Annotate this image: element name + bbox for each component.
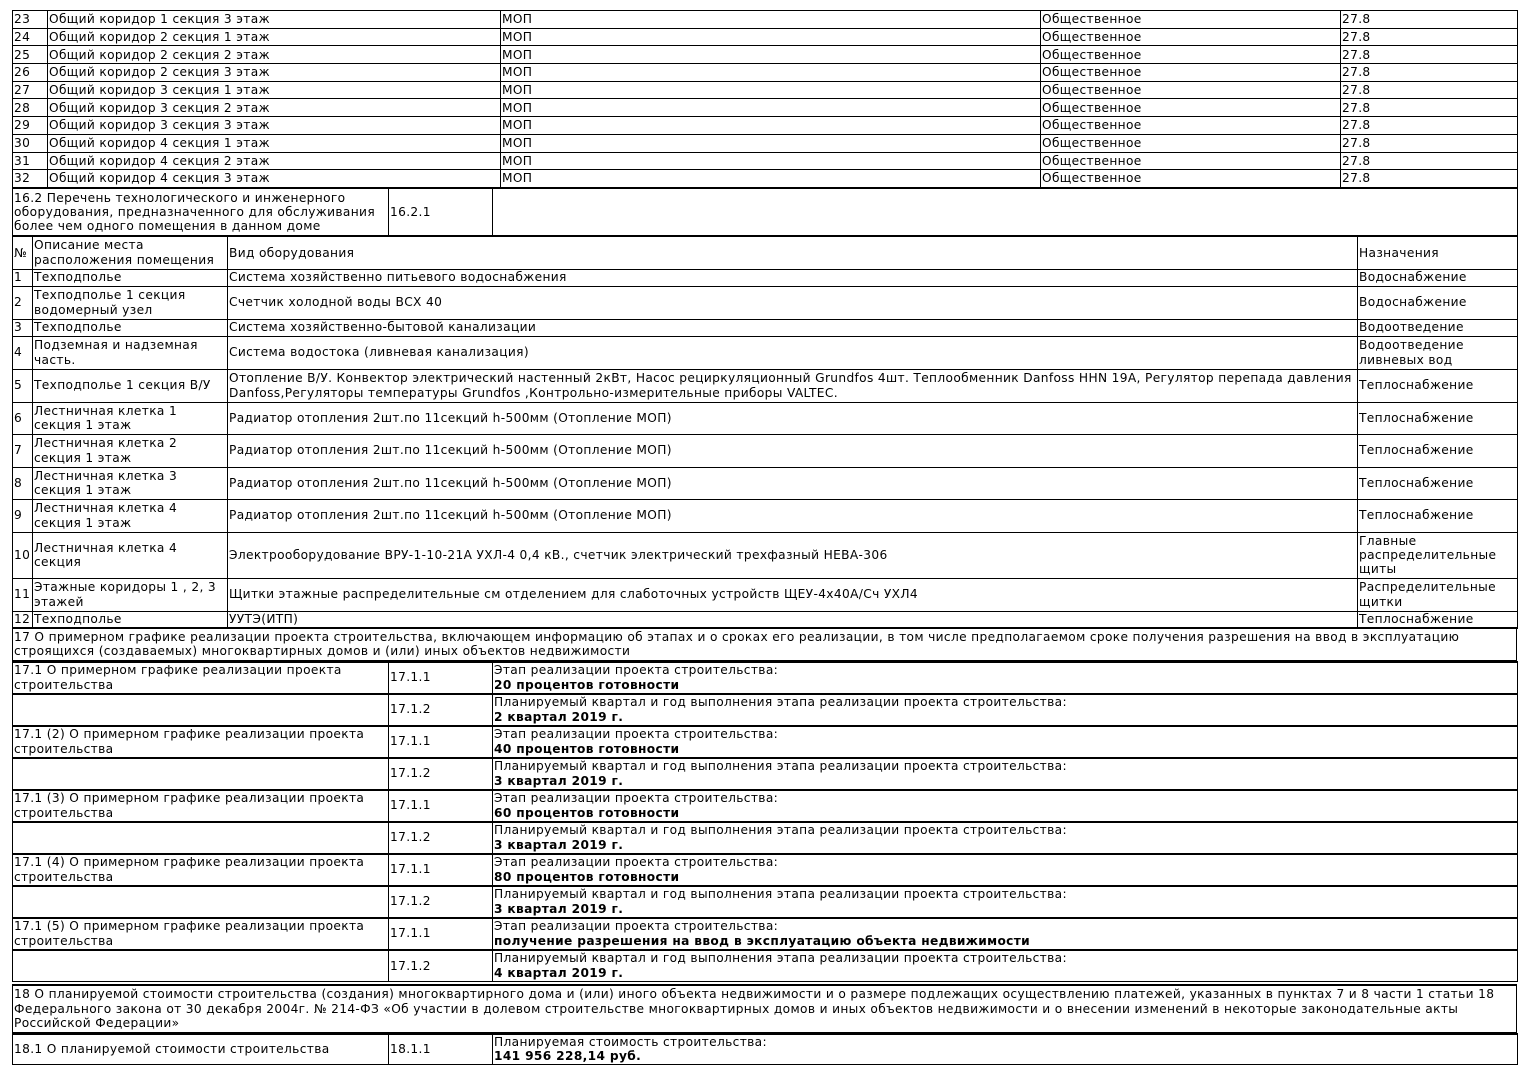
stage-quarter-text: Планируемый квартал и год выполнения этапа реализации проекта строительства: <box>494 823 1067 838</box>
equipment-purpose: Распределительные щитки <box>1358 578 1518 611</box>
stage-quarter-code: 17.1.2 <box>389 758 493 790</box>
equipment-number: 8 <box>13 467 33 499</box>
stage-label: 17.1 (3) О примерном графике реализации проекта строительства <box>13 790 389 822</box>
equipment-kind: Радиатор отопления 2шт.по 11секций h-500мм (Отопление МОП) <box>228 499 1358 532</box>
table-row <box>13 532 1518 578</box>
equipment-section <box>12 235 1517 629</box>
stage-label: 17.1 (5) О примерном графике реализации проекта строительства <box>13 918 389 950</box>
stage-quarter-value <box>493 950 1518 982</box>
corridor-area: 27.8 <box>1341 134 1518 152</box>
stage-quarter-bold: 3 квартал 2019 г. <box>494 773 624 788</box>
table-row <box>13 499 1518 532</box>
equipment-number: 10 <box>13 532 33 578</box>
equipment-place: Техподполье <box>33 611 228 628</box>
corridor-name: Общий коридор 2 секция 1 этаж <box>48 28 501 46</box>
stage-text: Этап реализации проекта строительства: <box>494 919 779 934</box>
corridor-type: МОП <box>501 64 1041 82</box>
corridor-purpose: Общественное <box>1041 152 1341 170</box>
stage-quarter-value <box>493 694 1518 726</box>
corridor-name: Общий коридор 1 секция 3 этаж <box>48 11 501 29</box>
equipment-kind: Система хозяйственно питьевого водоснабжения <box>228 269 1358 286</box>
stage-quarter-row <box>13 886 1518 918</box>
corridor-name: Общий коридор 4 секция 1 этаж <box>48 134 501 152</box>
corridor-number: 24 <box>13 28 48 46</box>
corridor-purpose: Общественное <box>1041 170 1341 188</box>
section-18-1-code: 18.1.1 <box>389 1034 493 1065</box>
stage-text: Этап реализации проекта строительства: <box>494 791 779 806</box>
stage-quarter-text: Планируемый квартал и год выполнения этапа реализации проекта строительства: <box>494 759 1067 774</box>
corridor-purpose: Общественное <box>1041 99 1341 117</box>
corridor-area: 27.8 <box>1341 46 1518 64</box>
corridor-type: МОП <box>501 46 1041 64</box>
stage-bold-value: 40 процентов готовности <box>494 741 680 756</box>
equipment-table <box>12 235 1518 629</box>
table-row <box>13 611 1518 628</box>
section-16-2 <box>12 188 1517 236</box>
table-row <box>13 81 1518 99</box>
stage-code: 17.1.1 <box>389 918 493 950</box>
table-row <box>13 134 1518 152</box>
stage-label-empty <box>13 694 389 726</box>
stage-quarter-value <box>493 886 1518 918</box>
equipment-purpose: Водоснабжение <box>1358 286 1518 319</box>
stage-row <box>13 662 1518 694</box>
corridor-type: МОП <box>501 99 1041 117</box>
stage-row <box>13 726 1518 758</box>
equipment-purpose: Теплоснабжение <box>1358 369 1518 402</box>
equipment-purpose: Водоотведение ливневых вод <box>1358 336 1518 369</box>
stage-quarter-row <box>13 822 1518 854</box>
table-row <box>13 369 1518 402</box>
stage-label-empty <box>13 822 389 854</box>
section-18 <box>12 984 1517 1065</box>
corridor-type: МОП <box>501 134 1041 152</box>
section-18-1-value <box>493 1034 1518 1065</box>
table-row <box>13 578 1518 611</box>
corridor-area: 27.8 <box>1341 28 1518 46</box>
corridor-number: 30 <box>13 134 48 152</box>
corridor-number: 27 <box>13 81 48 99</box>
stage-text: Этап реализации проекта строительства: <box>494 727 779 742</box>
planned-cost-text: Планируемая стоимость строительства: <box>494 1034 767 1049</box>
stage-quarter-row <box>13 758 1518 790</box>
corridor-area: 27.8 <box>1341 117 1518 135</box>
corridor-area: 27.8 <box>1341 64 1518 82</box>
stage-label-empty <box>13 950 389 982</box>
stage-quarter-text: Планируемый квартал и год выполнения этапа реализации проекта строительства: <box>494 951 1067 966</box>
equipment-kind: Щитки этажные распределительные см отделением для слаботочных устройств ЩЕУ-4х40А/Сч УХЛ4 <box>228 578 1358 611</box>
equipment-number: 1 <box>13 269 33 286</box>
header-kind: Вид оборудования <box>228 236 1358 269</box>
equipment-kind: Счетчик холодной воды ВСХ 40 <box>228 286 1358 319</box>
equipment-number: 3 <box>13 319 33 336</box>
section-16-2-label: 16.2 Перечень технологического и инженерного оборудования, предназначенного для обслуживания более чем одного помещения в данном доме <box>13 189 389 236</box>
equipment-kind: Система водостока (ливневая канализация) <box>228 336 1358 369</box>
table-row <box>13 286 1518 319</box>
stage-bold-value: 20 процентов готовности <box>494 677 680 692</box>
corridor-name: Общий коридор 2 секция 2 этаж <box>48 46 501 64</box>
section-18-1-label: 18.1 О планируемой стоимости строительства <box>13 1034 389 1065</box>
stage-quarter-value <box>493 822 1518 854</box>
corridor-number: 23 <box>13 11 48 29</box>
corridor-type: МОП <box>501 117 1041 135</box>
equipment-kind: Радиатор отопления 2шт.по 11секций h-500мм (Отопление МОП) <box>228 467 1358 499</box>
table-row <box>13 28 1518 46</box>
corridor-area: 27.8 <box>1341 99 1518 117</box>
section-18-heading-table <box>12 984 1517 1033</box>
stage-value <box>493 918 1518 950</box>
stage-label-empty <box>13 758 389 790</box>
corridor-area: 27.8 <box>1341 152 1518 170</box>
corridor-table-section <box>12 10 1517 188</box>
stage-text: Этап реализации проекта строительства: <box>494 855 779 870</box>
stage-label-empty <box>13 886 389 918</box>
stage-quarter-bold: 3 квартал 2019 г. <box>494 901 624 916</box>
table-row <box>13 152 1518 170</box>
equipment-purpose: Теплоснабжение <box>1358 467 1518 499</box>
stage-label: 17.1 О примерном графике реализации проекта строительства <box>13 662 389 694</box>
equipment-purpose: Теплоснабжение <box>1358 499 1518 532</box>
stage-quarter-bold: 3 квартал 2019 г. <box>494 837 624 852</box>
header-place: Описание места расположения помещения <box>33 236 228 269</box>
section-16-2-value <box>493 189 1518 236</box>
equipment-number: 7 <box>13 434 33 467</box>
corridor-purpose: Общественное <box>1041 11 1341 29</box>
equipment-place: Техподполье <box>33 269 228 286</box>
equipment-number: 4 <box>13 336 33 369</box>
stage-value <box>493 662 1518 694</box>
stage-value <box>493 726 1518 758</box>
corridor-number: 26 <box>13 64 48 82</box>
equipment-purpose: Теплоснабжение <box>1358 402 1518 434</box>
section-17 <box>12 627 1517 982</box>
equipment-number: 11 <box>13 578 33 611</box>
table-row <box>13 402 1518 434</box>
table-row <box>13 11 1518 29</box>
stage-quarter-row <box>13 694 1518 726</box>
header-purpose: Назначения <box>1358 236 1518 269</box>
corridor-name: Общий коридор 4 секция 2 этаж <box>48 152 501 170</box>
equipment-number: 2 <box>13 286 33 319</box>
stage-quarter-code: 17.1.2 <box>389 950 493 982</box>
corridor-number: 29 <box>13 117 48 135</box>
planned-cost-value: 141 956 228,14 руб. <box>494 1049 642 1064</box>
corridor-purpose: Общественное <box>1041 46 1341 64</box>
equipment-place: Лестничная клетка 4 секция <box>33 532 228 578</box>
stage-row <box>13 854 1518 886</box>
equipment-kind: Радиатор отопления 2шт.по 11секций h-500мм (Отопление МОП) <box>228 434 1358 467</box>
table-row <box>13 434 1518 467</box>
equipment-purpose: Теплоснабжение <box>1358 434 1518 467</box>
equipment-kind: Система хозяйственно-бытовой канализации <box>228 319 1358 336</box>
equipment-purpose: Теплоснабжение <box>1358 611 1518 628</box>
table-row <box>13 117 1518 135</box>
stage-bold-value: 80 процентов готовности <box>494 869 680 884</box>
equipment-place: Лестничная клетка 3 секция 1 этаж <box>33 467 228 499</box>
equipment-number: 6 <box>13 402 33 434</box>
stage-quarter-bold: 4 квартал 2019 г. <box>494 965 624 980</box>
stage-label: 17.1 (2) О примерном графике реализации проекта строительства <box>13 726 389 758</box>
equipment-place: Этажные коридоры 1 , 2, 3 этажей <box>33 578 228 611</box>
header-number: № <box>13 236 33 269</box>
table-row <box>13 99 1518 117</box>
corridor-number: 25 <box>13 46 48 64</box>
table-row <box>13 467 1518 499</box>
equipment-number: 12 <box>13 611 33 628</box>
equipment-kind: Отопление В/У. Конвектор электрический настенный 2кВт, Насос рециркуляционный Grundfos 4шт. Теплообменник Danfoss HHN 19A, Регулятор перепада давления Danfoss,Регуляторы температуры Grundfos ,Контрольно-измерительные приборы VALTEC. <box>228 369 1358 402</box>
table-row <box>13 170 1518 188</box>
stage-quarter-text: Планируемый квартал и год выполнения этапа реализации проекта строительства: <box>494 695 1067 710</box>
section-18-1-row <box>13 1034 1518 1065</box>
table-row <box>13 336 1518 369</box>
corridor-table <box>12 10 1518 188</box>
equipment-place: Лестничная клетка 2 секция 1 этаж <box>33 434 228 467</box>
corridor-name: Общий коридор 2 секция 3 этаж <box>48 64 501 82</box>
corridor-type: МОП <box>501 81 1041 99</box>
equipment-purpose: Главные распределительные щиты <box>1358 532 1518 578</box>
equipment-kind: Радиатор отопления 2шт.по 11секций h-500мм (Отопление МОП) <box>228 402 1358 434</box>
corridor-purpose: Общественное <box>1041 64 1341 82</box>
stage-quarter-code: 17.1.2 <box>389 822 493 854</box>
equipment-place: Лестничная клетка 4 секция 1 этаж <box>33 499 228 532</box>
equipment-purpose: Водоотведение <box>1358 319 1518 336</box>
equipment-header-row <box>13 236 1518 269</box>
equipment-kind: Электрооборудование ВРУ-1-10-21А УХЛ-4 0,4 кВ., счетчик электрический трехфазный НЕВА-306 <box>228 532 1358 578</box>
stage-label: 17.1 (4) О примерном графике реализации проекта строительства <box>13 854 389 886</box>
corridor-number: 28 <box>13 99 48 117</box>
stage-value <box>493 790 1518 822</box>
corridor-purpose: Общественное <box>1041 117 1341 135</box>
corridor-number: 31 <box>13 152 48 170</box>
section-18-1-table <box>12 1033 1518 1066</box>
equipment-number: 5 <box>13 369 33 402</box>
equipment-number: 9 <box>13 499 33 532</box>
stage-quarter-row <box>13 950 1518 982</box>
stage-quarter-text: Планируемый квартал и год выполнения этапа реализации проекта строительства: <box>494 887 1067 902</box>
stage-code: 17.1.1 <box>389 790 493 822</box>
stage-quarter-code: 17.1.2 <box>389 694 493 726</box>
table-row <box>13 46 1518 64</box>
section-17-heading-table <box>12 627 1517 661</box>
stage-quarter-value <box>493 758 1518 790</box>
stage-quarter-bold: 2 квартал 2019 г. <box>494 709 624 724</box>
corridor-purpose: Общественное <box>1041 28 1341 46</box>
section-18-heading: 18 О планируемой стоимости строительства (создания) многоквартирного дома и (или) иного объекта недвижимости и о размере подлежащих осуществлению платежей, указанных в пунктах 7 и 8 части 1 статьи 18 Федерального закона от 30 декабря 2004г. № 214-ФЗ «Об участии в долевом строительстве многоквартирных домов и иных объектов недвижимости и о внесении изменений в некоторые законодательные акты Российской Федерации» <box>13 985 1517 1032</box>
equipment-place: Лестничная клетка 1 секция 1 этаж <box>33 402 228 434</box>
stage-bold-value: 60 процентов готовности <box>494 805 680 820</box>
section-17-heading: 17 О примерном графике реализации проекта строительства, включающем информацию об этапах и о сроках его реализации, в том числе предполагаемом сроке получения разрешения на ввод в эксплуатацию строящихся (создаваемых) многоквартирных домов и (или) иных объектов недвижимости <box>13 628 1517 660</box>
stage-code: 17.1.1 <box>389 854 493 886</box>
corridor-type: МОП <box>501 152 1041 170</box>
stage-value <box>493 854 1518 886</box>
stage-quarter-code: 17.1.2 <box>389 886 493 918</box>
stage-text: Этап реализации проекта строительства: <box>494 663 779 678</box>
corridor-name: Общий коридор 3 секция 2 этаж <box>48 99 501 117</box>
corridor-name: Общий коридор 3 секция 3 этаж <box>48 117 501 135</box>
stage-bold-value: получение разрешения на ввод в эксплуатацию объекта недвижимости <box>494 933 1031 948</box>
equipment-kind: УУТЭ(ИТП) <box>228 611 1358 628</box>
section-16-2-table <box>12 188 1518 236</box>
corridor-type: МОП <box>501 170 1041 188</box>
table-row <box>13 64 1518 82</box>
table-row <box>13 269 1518 286</box>
corridor-purpose: Общественное <box>1041 81 1341 99</box>
corridor-type: МОП <box>501 28 1041 46</box>
stage-code: 17.1.1 <box>389 726 493 758</box>
equipment-purpose: Водоснабжение <box>1358 269 1518 286</box>
equipment-place: Техподполье 1 секция водомерный узел <box>33 286 228 319</box>
stages-table <box>12 661 1518 983</box>
stage-row <box>13 918 1518 950</box>
corridor-area: 27.8 <box>1341 81 1518 99</box>
stage-row <box>13 790 1518 822</box>
corridor-purpose: Общественное <box>1041 134 1341 152</box>
corridor-type: МОП <box>501 11 1041 29</box>
equipment-place: Техподполье <box>33 319 228 336</box>
corridor-name: Общий коридор 4 секция 3 этаж <box>48 170 501 188</box>
corridor-area: 27.8 <box>1341 11 1518 29</box>
equipment-place: Техподполье 1 секция В/У <box>33 369 228 402</box>
corridor-name: Общий коридор 3 секция 1 этаж <box>48 81 501 99</box>
stage-code: 17.1.1 <box>389 662 493 694</box>
section-16-2-code: 16.2.1 <box>389 189 493 236</box>
equipment-place: Подземная и надземная часть. <box>33 336 228 369</box>
corridor-number: 32 <box>13 170 48 188</box>
table-row <box>13 319 1518 336</box>
corridor-area: 27.8 <box>1341 170 1518 188</box>
